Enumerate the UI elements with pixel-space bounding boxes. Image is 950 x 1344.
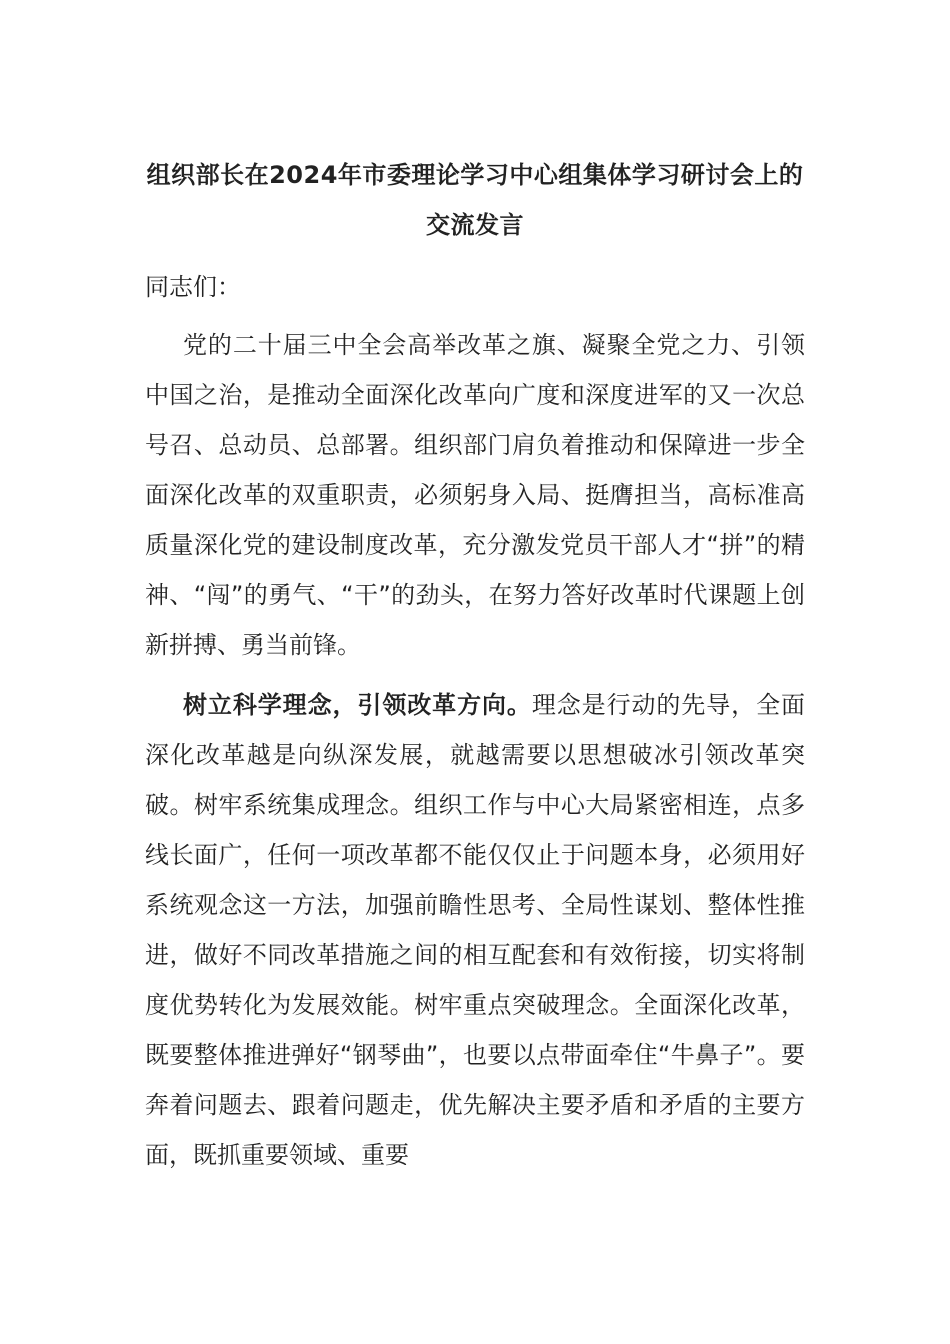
document-title: 组织部长在2024年市委理论学习中心组集体学习研讨会上的交流发言 [146, 161, 804, 239]
paragraph-section-1 [145, 680, 805, 1180]
paragraph-intro [145, 320, 805, 670]
salutation: 同志们： [145, 273, 241, 301]
document-content [145, 150, 805, 1180]
paragraph-lead: 树立科学理念，引领改革方向。 [183, 691, 532, 719]
paragraph-text: 党的二十届三中全会高举改革之旗、凝聚全党之力、引领中国之治，是推动全面深化改革向广度和深度进军的又一次总号召、总动员、总部署。组织部门肩负着推动和保障进一步全面深化改革的双重职责，必须躬身入局、挺膺担当，高标准高质量深化党的建设制度改革，充分激发党员干部人才“拼”的精神、“闯”的勇气、“干”的劲头，在努力答好改革时代课题上创新拼搏、勇当前锋。 [145, 331, 805, 659]
paragraph-text: 理念是行动的先导，全面深化改革越是向纵深发展，就越需要以思想破冰引领改革突破。树牢系统集成理念。组织工作与中心大局紧密相连，点多线长面广，任何一项改革都不能仅仅止于问题本身，必须用好系统观念这一方法，加强前瞻性思考、全局性谋划、整体性推进，做好不同改革措施之间的相互配套和有效衔接，切实将制度优势转化为发展效能。树牢重点突破理念。全面深化改革，既要整体推进弹好“钢琴曲”，也要以点带面牵住“牛鼻子”。要奔着问题去、跟着问题走，优先解决主要矛盾和矛盾的主要方面，既抓重要领域、重要 [145, 691, 806, 1169]
